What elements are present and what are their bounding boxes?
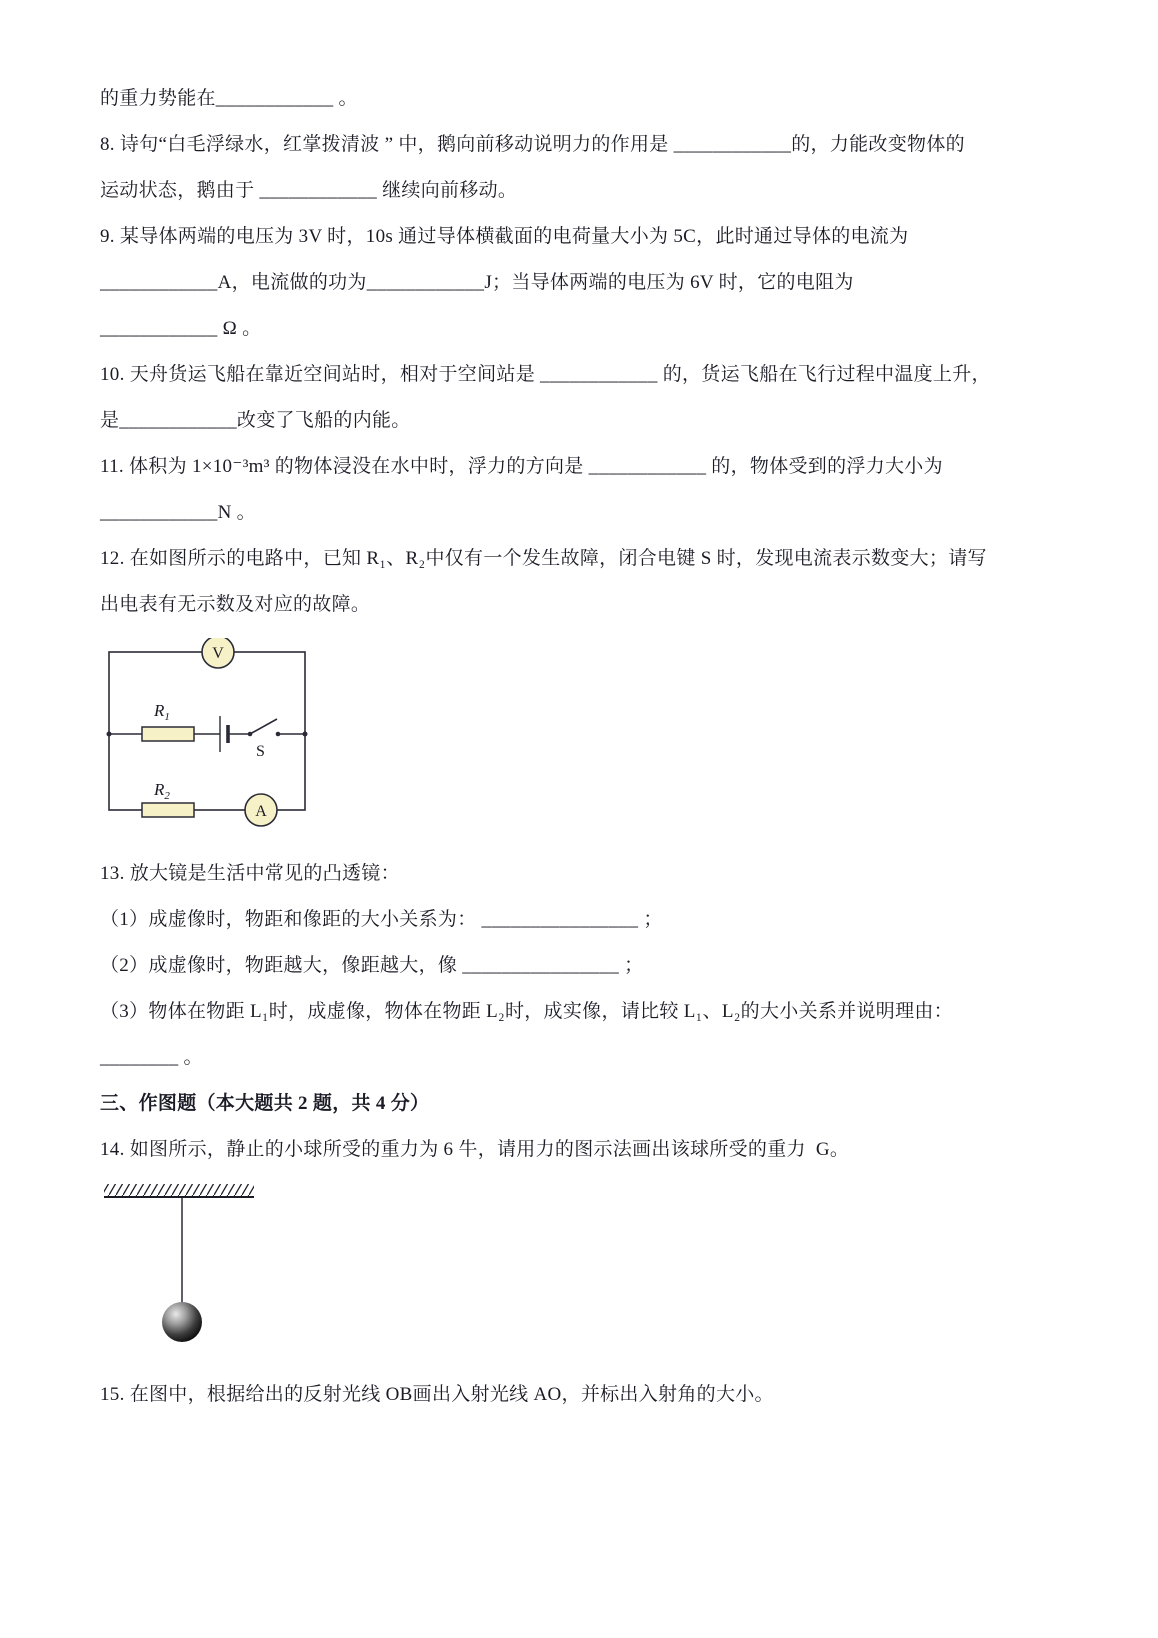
- circuit-svg: [102, 638, 316, 830]
- switch-blade: [250, 719, 277, 734]
- voltmeter-label: V: [212, 645, 224, 662]
- question-13-line-3: （2）成虚像时，物距越大，像距越大，像 ________________ ；: [100, 955, 644, 976]
- resistor-r1-label: $R_1$: [154, 701, 170, 723]
- ceiling-hatch: [104, 1184, 254, 1197]
- ammeter-label: A: [255, 803, 267, 820]
- question-13-line-1: 13. 放大镜是生活中常见的凸透镜：: [100, 863, 400, 884]
- resistor-r1: [142, 727, 194, 741]
- question-9-line-1: 9. 某导体两端的电压为 3V 时，10s 通过导体横截面的电荷量大小为 5C，此时通过导体的电流为: [100, 226, 909, 247]
- question-14-line-1: 14. 如图所示，静止的小球所受的重力为 6 牛，请用力的图示法画出该球所受的重力 G。: [100, 1139, 850, 1160]
- ball: [162, 1302, 202, 1342]
- section-3-header: 三、作图题（本大题共 2 题，共 4 分）: [100, 1093, 430, 1114]
- resistor-r2-label: $R_2$: [154, 780, 170, 802]
- question-9-line-2: ____________A，电流做的功为____________J；当导体两端的电压为 6V 时，它的电阻为: [100, 272, 854, 293]
- question-13-line-2: （1）成虚像时，物距和像距的大小关系为： ________________ ；: [100, 909, 663, 930]
- junction-dot-left: [107, 732, 112, 737]
- question-15-line-1: 15. 在图中，根据给出的反射光线 OB画出入射光线 AO，并标出入射角的大小。: [100, 1384, 774, 1405]
- question-12-line-1: 12. 在如图所示的电路中，已知 R₁、R₂中仅有一个发生故障，闭合电键 S 时，发现电流表示数变大；请写: [100, 548, 987, 569]
- circuit-outer-loop: [109, 652, 305, 810]
- question-11-line-1: 11. 体积为 1×10⁻³m³ 的物体浸没在水中时，浮力的方向是 ____________ 的，物体受到的浮力大小为: [100, 456, 943, 477]
- hanging-ball-svg: [102, 1183, 270, 1359]
- resistor-r2: [142, 803, 194, 817]
- hanging-ball-figure: [102, 1183, 1062, 1364]
- circuit-diagram: [102, 638, 1062, 835]
- question-13-line-5: ________ 。: [100, 1047, 203, 1068]
- question-11-line-2: ____________N 。: [100, 502, 256, 523]
- question-10-line-1: 10. 天舟货运飞船在靠近空间站时，相对于空间站是 ____________ 的，货运飞船在飞行过程中温度上升，: [100, 364, 991, 385]
- junction-dot-right: [303, 732, 308, 737]
- question-10-line-2: 是____________改变了飞船的内能。: [100, 410, 411, 431]
- question-7-tail: 的重力势能在____________ 。: [100, 88, 358, 109]
- question-13-line-4: （3）物体在物距 L₁时，成虚像，物体在物距 L₂时，成实像，请比较 L₁、L₂的大小关系并说明理由：: [100, 1001, 953, 1022]
- question-9-line-3: ____________ Ω 。: [100, 318, 262, 339]
- switch-label: S: [256, 743, 265, 760]
- question-12-line-2: 出电表有无示数及对应的故障。: [100, 594, 371, 615]
- question-8-line-2: 运动状态，鹅由于 ____________ 继续向前移动。: [100, 180, 518, 201]
- switch-terminal-right: [276, 732, 281, 737]
- question-8-line-1: 8. 诗句“白毛浮绿水，红掌拨清波 ” 中，鹅向前移动说明力的作用是 ____________的，力能改变物体的: [100, 134, 965, 155]
